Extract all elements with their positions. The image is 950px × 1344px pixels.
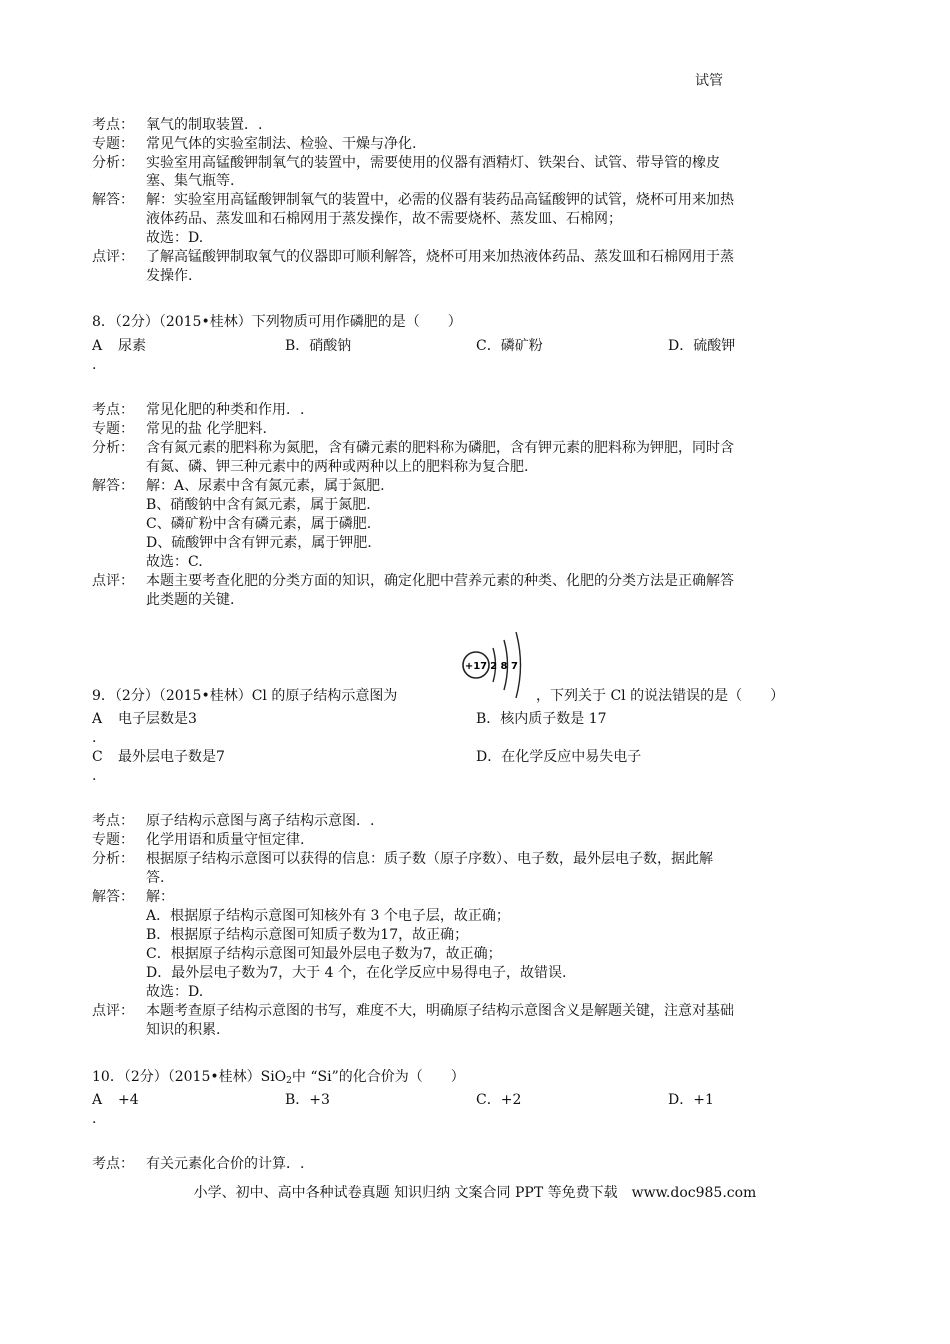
nucleus-charge: +17 [464,661,488,672]
kaodian-label: 考点： [92,402,134,418]
jieda-label: 解答： [92,889,134,905]
jieda-text-3: 故选：D. [146,230,204,246]
fenxi-text-1: 含有氮元素的肥料称为氮肥，含有磷元素的肥料称为磷肥，含有钾元素的肥料称为钾肥，同时含 [146,440,734,456]
dianping-text-1: 本题主要考查化肥的分类方面的知识，确定化肥中营养元素的种类、化肥的分类方法是正确解答 [146,573,734,589]
jieda-label: 解答： [92,478,134,494]
shell-electrons: 2 8 7 [490,661,518,672]
dianping-label: 点评： [92,573,134,589]
q10-option-b: B．+3 [285,1092,330,1108]
zhuanti-label: 专题： [92,421,134,437]
jieda-label: 解答： [92,192,134,208]
kaodian-text: 常见化肥的种类和作用．. [146,402,305,418]
kaodian-text: 有关元素化合价的计算．. [146,1156,305,1172]
q10-option-a: +4 [118,1092,139,1108]
q9-stem-part-1: 9．（2分）（2015•桂林）Cl 的原子结构示意图为 [92,688,398,704]
zhuanti-label: 专题： [92,136,134,152]
q9-option-b: B．核内质子数是 17 [476,711,607,727]
dianping-label: 点评： [92,1003,134,1019]
zhuanti-text: 常见的盐 化学肥料. [146,421,267,437]
q8-option-c: C．磷矿粉 [476,338,543,354]
kaodian-label: 考点： [92,1156,134,1172]
page-footer: 小学、初中、高中各种试卷真题 知识归纳 文案合同 PPT 等免费下载 www.doc985.com [193,1185,757,1201]
q10-option-d: D．+1 [668,1092,714,1108]
q9-dot: . [92,768,97,784]
q8-option-d: D．硫酸钾 [668,338,736,354]
q10-stem-part-2: 中 “Si”的化合价为（ ） [291,1069,465,1085]
dianping-text-1: 本题考查原子结构示意图的书写，难度不大，明确原子结构示意图含义是解题关键，注意对基础 [146,1003,734,1019]
fenxi-label: 分析： [92,440,134,456]
zhuanti-text: 常见气体的实验室制法、检验、干燥与净化. [146,136,417,152]
q9-option-c-letter: C [92,749,103,765]
jieda-text-2: 液体药品、蒸发皿和石棉网用于蒸发操作，故不需要烧杯、蒸发皿、石棉网； [146,211,622,227]
q9-dot: . [92,730,97,746]
q9-option-a: 电子层数是3 [118,711,197,727]
fenxi-text-1: 根据原子结构示意图可以获得的信息：质子数（原子序数）、电子数，最外层电子数，据此解 [146,851,713,867]
q8-option-a-letter: A [92,338,103,354]
continued-text: 试管 [695,73,723,89]
q9-stem-part-2: ，下列关于 Cl 的说法错误的是（ ） [536,688,785,704]
q9-option-d: D．在化学反应中易失电子 [476,749,642,765]
q10-option-a-letter: A [92,1092,103,1108]
dianping-text-2: 发操作. [146,268,193,284]
q8-option-a: 尿素 [118,338,146,354]
q8-stem: 8．（2分）（2015•桂林）下列物质可用作磷肥的是（ ） [92,314,462,330]
fenxi-label: 分析： [92,155,134,171]
q9-option-a-letter: A [92,711,103,727]
jieda-text-1: 解：A、尿素中含有氮元素，属于氮肥. [146,478,385,494]
jieda-text-3: B．根据原子结构示意图可知质子数为17，故正确； [146,927,469,943]
kaodian-label: 考点： [92,117,134,133]
q10-dot: . [92,1111,97,1127]
jieda-text-2: B、硝酸钠中含有氮元素，属于氮肥. [146,497,371,513]
kaodian-text: 原子结构示意图与离子结构示意图．. [146,813,375,829]
jieda-text-6: 故选：D. [146,984,204,1000]
q10-stem-part-1: 10．（2分）（2015•桂林）SiO [92,1069,287,1085]
fenxi-label: 分析： [92,851,134,867]
q8-dot: . [92,357,97,373]
atom-structure-diagram [460,628,532,700]
q9-option-c: 最外层电子数是7 [118,749,225,765]
q10-stem [92,1068,465,1090]
jieda-text-4: D、硫酸钾中含有钾元素，属于钾肥. [146,535,372,551]
jieda-text-1: 解：实验室用高锰酸钾制氧气的装置中，必需的仪器有装药品高锰酸钾的试管，烧杯可用来加热 [146,192,734,208]
kaodian-label: 考点： [92,813,134,829]
fenxi-text-2: 有氮、磷、钾三种元素中的两种或两种以上的肥料称为复合肥. [146,459,529,475]
jieda-text-3: C、磷矿粉中含有磷元素，属于磷肥. [146,516,372,532]
kaodian-text: 氧气的制取装置．. [146,117,263,133]
zhuanti-label: 专题： [92,832,134,848]
q10-stem-subscript: 2 [286,1076,292,1086]
dianping-text-1: 了解高锰酸钾制取氧气的仪器即可顺利解答，烧杯可用来加热液体药品、蒸发皿和石棉网用于蒸 [146,249,734,265]
dianping-text-2: 此类题的关键. [146,592,235,608]
jieda-text-1: 解： [146,889,174,905]
q8-option-b: B．硝酸钠 [285,338,352,354]
jieda-text-4: C．根据原子结构示意图可知最外层电子数为7，故正确； [146,946,502,962]
fenxi-text-2: 塞、集气瓶等. [146,173,235,189]
jieda-text-5: D．最外层电子数为7，大于 4 个，在化学反应中易得电子，故错误. [146,965,567,981]
jieda-text-5: 故选：C. [146,554,203,570]
fenxi-text-2: 答. [146,870,165,886]
dianping-label: 点评： [92,249,134,265]
fenxi-text-1: 实验室用高锰酸钾制氧气的装置中，需要使用的仪器有酒精灯、铁架台、试管、带导管的橡皮 [146,155,720,171]
dianping-text-2: 知识的积累. [146,1022,221,1038]
jieda-text-2: A．根据原子结构示意图可知核外有 3 个电子层，故正确； [146,908,510,924]
zhuanti-text: 化学用语和质量守恒定律. [146,832,305,848]
q10-option-c: C．+2 [476,1092,522,1108]
